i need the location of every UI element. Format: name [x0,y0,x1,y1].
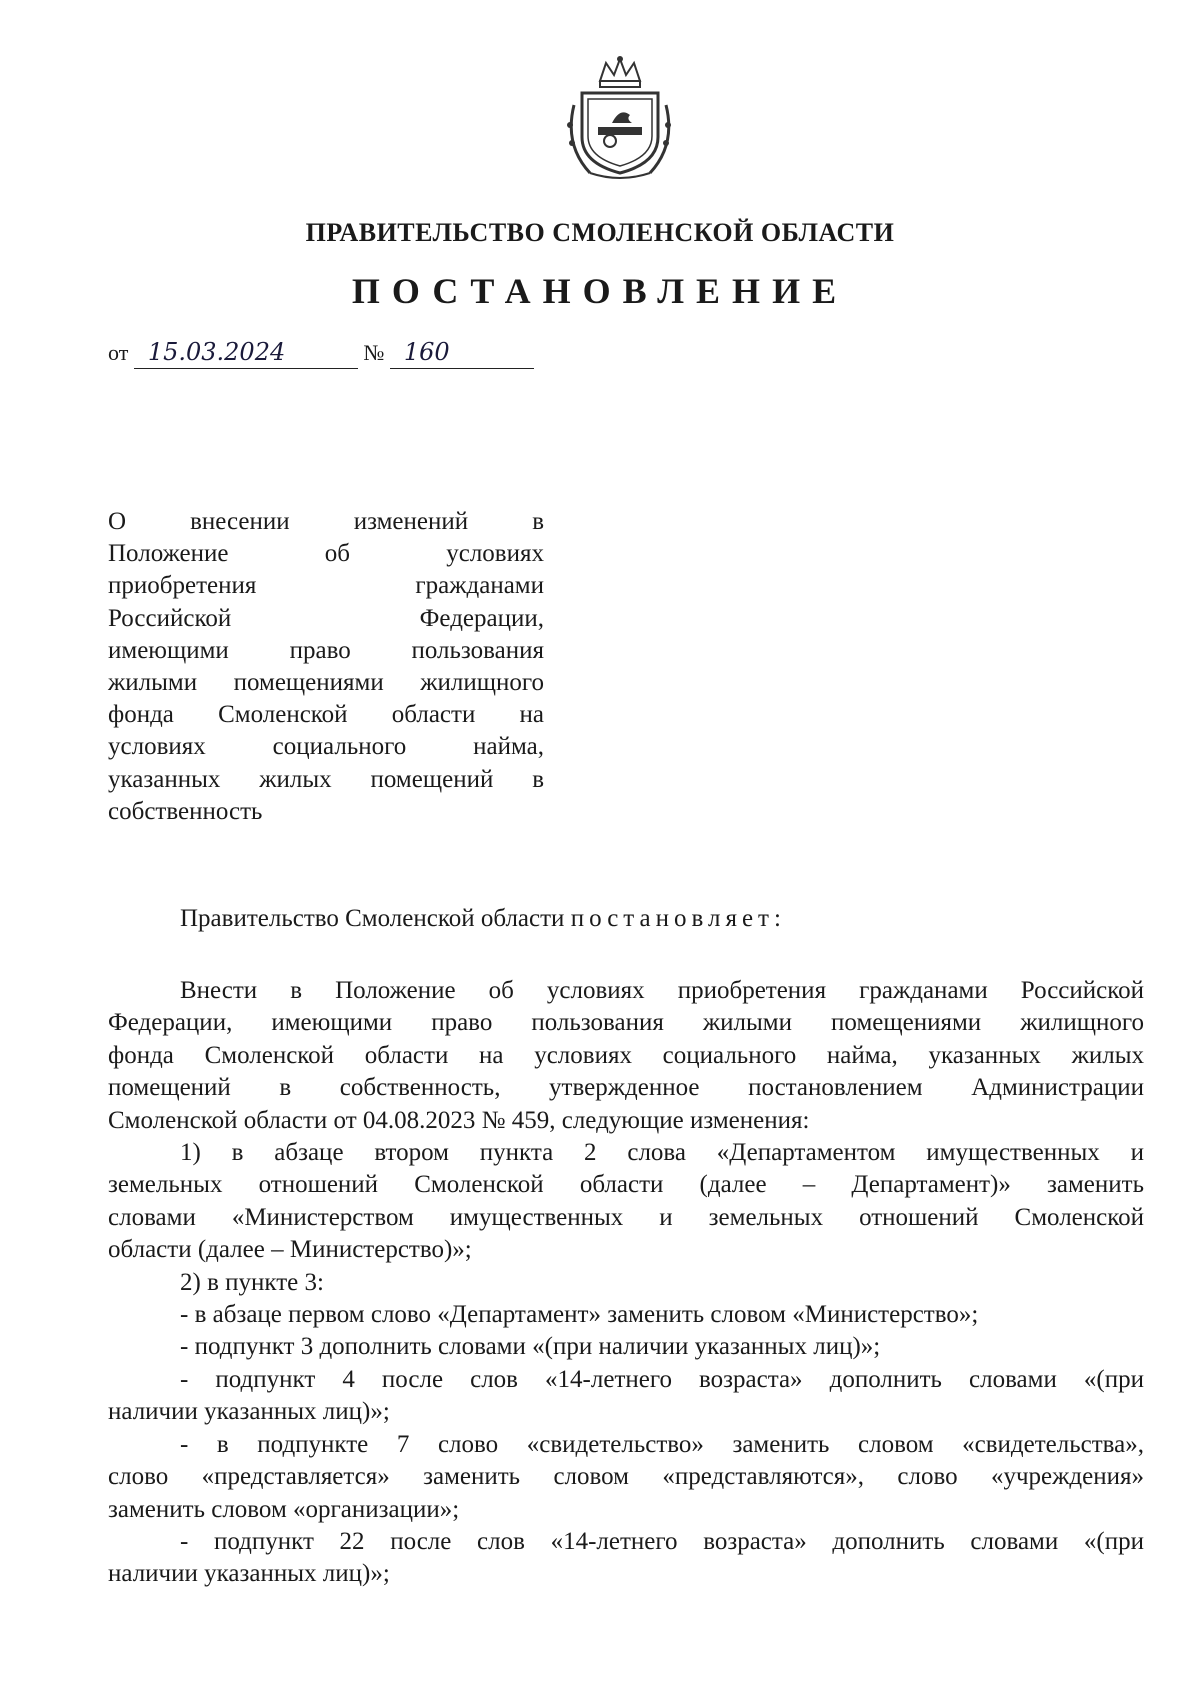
body-line: - в абзаце первом слово «Департамент» заменить словом «Министерство»; [180,1301,979,1329]
handwritten-number: 160 [390,338,534,369]
body-line: заменить словом «организации»; [108,1495,460,1523]
handwritten-date: 15.03.2024 [134,338,358,369]
government-title: ПРАВИТЕЛЬСТВО СМОЛЕНСКОЙ ОБЛАСТИ [305,218,895,247]
body-line: слово «представляется» заменить словом «представляются», слово «учреждения» [108,1463,1144,1491]
body-line: 2) в пункте 3: [180,1268,324,1296]
body-line: 1) в абзаце втором пункта 2 слова «Департаментом имущественных и [180,1139,1144,1167]
body-line: наличии указанных лиц)»; [108,1560,390,1588]
document-type-title: ПОСТАНОВЛЕНИЕ [351,271,849,311]
decree-verb: постановляет: [570,905,786,932]
body-line: - в подпункте 7 слово «свидетельство» заменить словом «свидетельства», [180,1430,1144,1458]
number-label: № [363,340,385,365]
date-number-line [108,338,534,369]
body-line: фонда Смоленской области на условиях социального найма, указанных жилых [108,1041,1144,1069]
subject-line: приобретения гражданами [108,572,544,600]
document-subject [108,506,544,828]
body-line: словами «Министерством имущественных и земельных отношений Смоленской [108,1203,1144,1231]
subject-line: Положение об условиях [108,540,544,568]
decree-statement [180,905,786,933]
smolensk-coat-of-arms-icon [560,55,680,185]
body-line: - подпункт 3 дополнить словами «(при наличии указанных лиц)»; [180,1333,881,1361]
decree-lead: Правительство Смоленской области [180,905,565,932]
body-line: земельных отношений Смоленской области (далее – Департамент)» заменить [108,1171,1144,1199]
subject-line: собственность [108,797,263,825]
subject-line: О внесении изменений в [108,508,544,535]
subject-line: Российской Федерации, [108,604,544,632]
date-prefix: от [108,340,129,365]
body-line: области (далее – Министерство)»; [108,1236,472,1264]
body-line: - подпункт 22 после слов «14-летнего возраста» дополнить словами «(при [180,1527,1144,1555]
body-line: - подпункт 4 после слов «14-летнего возраста» дополнить словами «(при [180,1365,1144,1393]
body-line: наличии указанных лиц)»; [108,1398,390,1426]
subject-line: условиях социального найма, [108,733,544,761]
subject-line: имеющими право пользования [108,636,544,664]
document-body [108,975,1144,1591]
body-line: Внести в Положение об условиях приобретения гражданами Российской [180,977,1144,1004]
subject-line: жилыми помещениями жилищного [108,669,544,697]
subject-line: указанных жилых помещений в [108,765,544,793]
body-line: Федерации, имеющими право пользования жилыми помещениями жилищного [108,1009,1144,1037]
body-line: помещений в собственность, утвержденное постановлением Администрации [108,1074,1144,1102]
body-line: Смоленской области от 04.08.2023 № 459, следующие изменения: [108,1106,810,1134]
subject-line: фонда Смоленской области на [108,701,544,729]
